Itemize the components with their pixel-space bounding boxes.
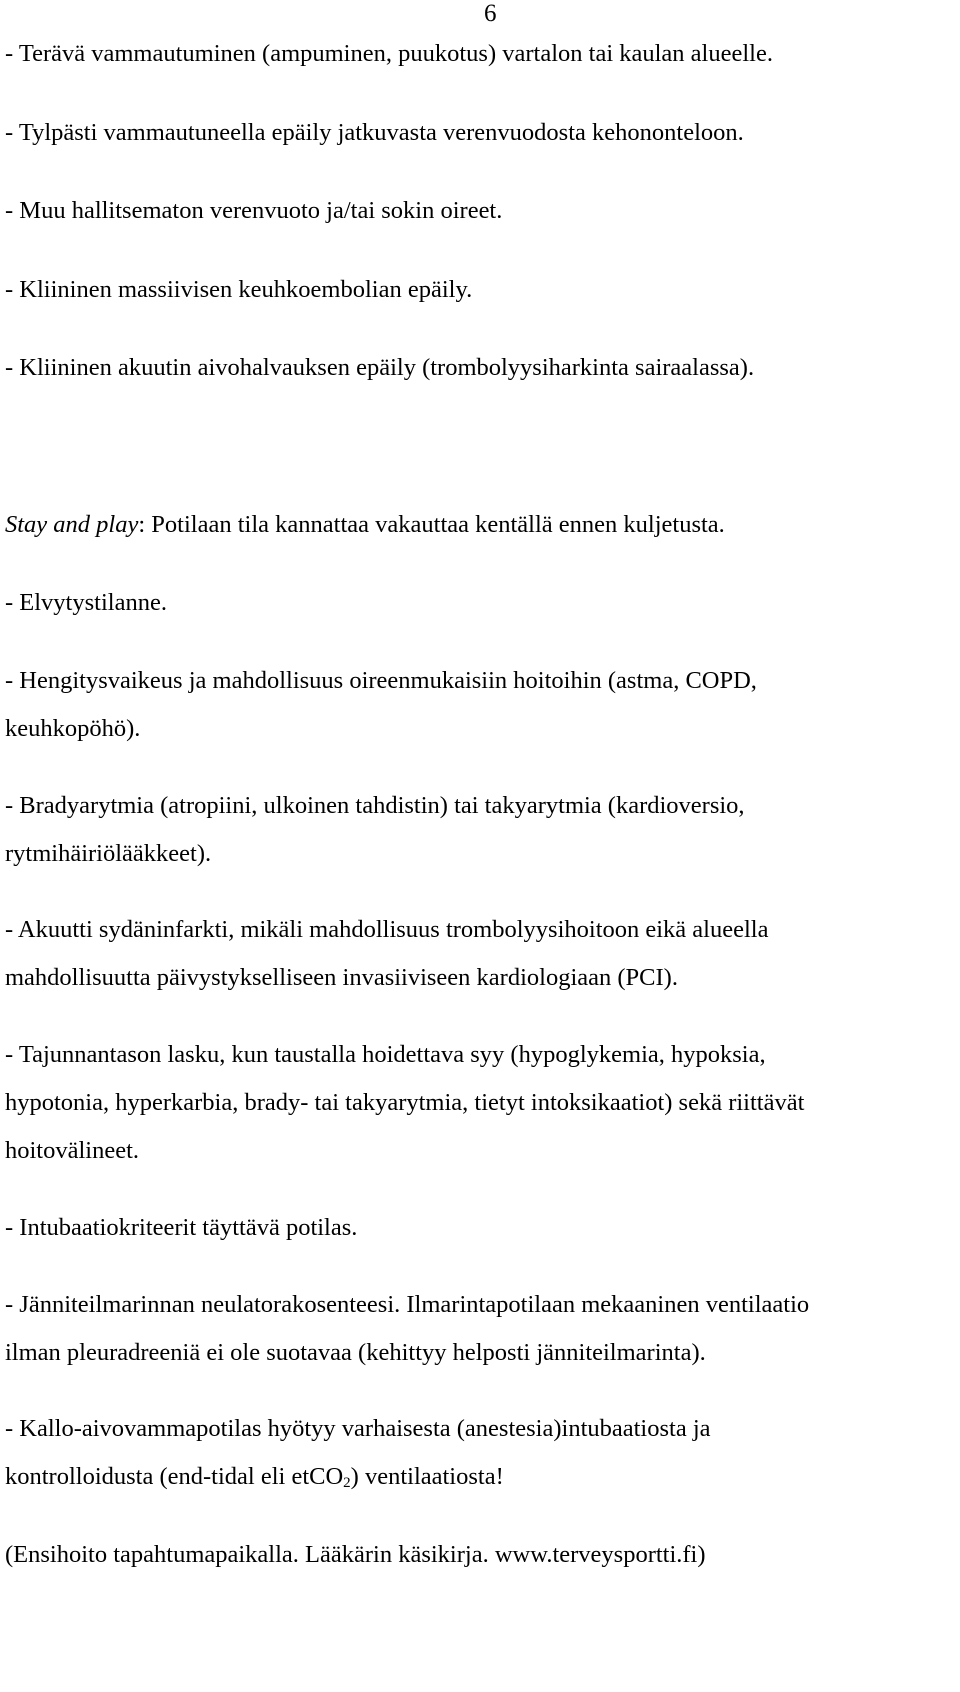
list-item: - Terävä vammautuminen (ampuminen, puukotus) vartalon tai kaulan alueelle. xyxy=(5,40,773,67)
list-item: - Jänniteilmarinnan neulatorakosenteesi. Ilmarintapotilaan mekaaninen ventilaatio xyxy=(5,1291,810,1318)
list-item: - Akuutti sydäninfarkti, mikäli mahdollisuus trombolyysihoitoon eikä alueella xyxy=(5,916,769,943)
list-item: - Bradyarytmia (atropiini, ulkoinen tahdistin) tai takyarytmia (kardioversio, xyxy=(5,792,745,819)
list-item-continuation: hypotonia, hyperkarbia, brady- tai takyarytmia, tietyt intoksikaatiot) sekä riittävät xyxy=(5,1089,805,1116)
list-item-continuation: keuhkopöhö). xyxy=(5,715,141,742)
source-citation: (Ensihoito tapahtumapaikalla. Lääkärin käsikirja. www.terveysportti.fi) xyxy=(5,1541,706,1568)
stay-and-play-paragraph xyxy=(5,510,725,540)
list-item: - Kliininen akuutin aivohalvauksen epäily (trombolyysiharkinta sairaalassa). xyxy=(5,354,755,381)
etco2-text-before: kontrolloidusta (end-tidal eli etCO xyxy=(5,1463,344,1490)
list-item: - Muu hallitsematon verenvuoto ja/tai sokin oireet. xyxy=(5,197,503,224)
list-item-continuation: mahdollisuutta päivystykselliseen invasiiviseen kardiologiaan (PCI). xyxy=(5,964,678,991)
list-item-continuation: rytmihäiriölääkkeet). xyxy=(5,840,212,867)
etco2-text-after: ) ventilaatiosta! xyxy=(350,1463,504,1490)
list-item: - Hengitysvaikeus ja mahdollisuus oireenmukaisiin hoitoihin (astma, COPD, xyxy=(5,667,757,694)
list-item: - Kallo-aivovammapotilas hyötyy varhaisesta (anestesia)intubaatiosta ja xyxy=(5,1415,711,1442)
etco2-subscript: 2 xyxy=(343,1475,351,1491)
list-item: - Tylpästi vammautuneella epäily jatkuvasta verenvuodosta kehononteloon. xyxy=(5,119,744,146)
stay-and-play-definition: : Potilaan tila kannattaa vakauttaa kentällä ennen kuljetusta. xyxy=(138,511,725,538)
etco2-line xyxy=(5,1462,504,1492)
stay-and-play-term: Stay and play xyxy=(5,511,139,538)
list-item-continuation: ilman pleuradreeniä ei ole suotavaa (kehittyy helposti jänniteilmarinta). xyxy=(5,1339,706,1366)
list-item-continuation: hoitovälineet. xyxy=(5,1137,140,1164)
list-item: - Kliininen massiivisen keuhkoembolian epäily. xyxy=(5,276,473,303)
list-item: - Tajunnantason lasku, kun taustalla hoidettava syy (hypoglykemia, hypoksia, xyxy=(5,1041,766,1068)
page-number: 6 xyxy=(484,0,497,27)
list-item: - Elvytystilanne. xyxy=(5,589,167,616)
list-item: - Intubaatiokriteerit täyttävä potilas. xyxy=(5,1214,358,1241)
